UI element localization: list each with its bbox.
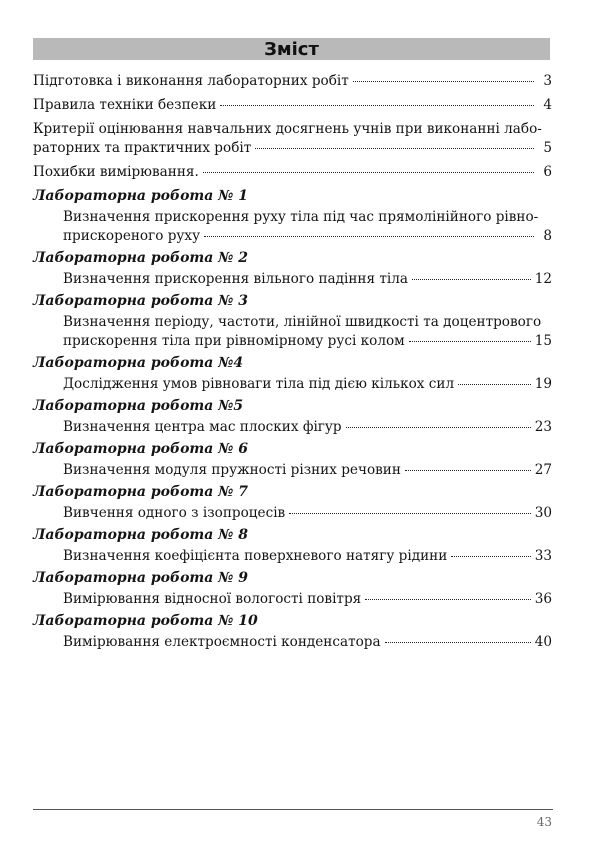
dot-leader: [220, 105, 534, 106]
toc-page-number: 19: [534, 376, 552, 392]
toc-page-number: 23: [534, 419, 552, 435]
toc-page-number: 3: [543, 73, 552, 89]
toc-page-number: 12: [534, 271, 552, 287]
toc-entry-text: Визначення прискорення руху тіла під час прямолінійного рівно-: [63, 209, 539, 225]
dot-leader: [346, 427, 531, 428]
lab-heading: Лабораторна робота № 1: [33, 188, 249, 204]
toc-page-number: 40: [534, 634, 552, 650]
toc-entry-line: [33, 332, 552, 351]
toc-entry-line: [33, 418, 552, 437]
toc-entry-line: [33, 547, 552, 566]
toc-entry-line: [33, 208, 552, 227]
toc-entry-text: прискореного руху: [63, 228, 201, 244]
lab-heading: Лабораторна робота № 8: [33, 527, 249, 543]
toc-lab-entry[interactable]: [33, 354, 552, 394]
toc-title: Зміст: [264, 38, 319, 60]
toc-entry-text: Визначення коефіцієнта поверхневого натягу рідини: [63, 548, 448, 564]
toc-entry-line: [33, 461, 552, 480]
toc-entry-line: [33, 139, 552, 158]
toc-entry-text: Похибки вимірювання.: [33, 164, 199, 180]
dot-leader: [451, 556, 530, 557]
toc-entry-line: [33, 96, 552, 115]
toc-lab-entry[interactable]: [33, 569, 552, 609]
toc-entry-line: [33, 227, 552, 246]
toc-entry-line: [33, 120, 552, 139]
toc-page-number: 33: [534, 548, 552, 564]
table-of-contents: [33, 72, 552, 654]
lab-heading: Лабораторна робота № 10: [33, 613, 258, 629]
lab-heading: Лабораторна робота № 6: [33, 441, 249, 457]
toc-page-number: 30: [534, 505, 552, 521]
toc-lab-entry[interactable]: [33, 440, 552, 480]
toc-entry[interactable]: [33, 96, 552, 115]
toc-entry-line: [33, 504, 552, 523]
toc-page-number: 15: [534, 333, 552, 349]
footer-divider: [33, 809, 553, 810]
toc-entry-text: прискорення тіла при рівномірному русі колом: [63, 333, 405, 349]
toc-entry-line: [33, 163, 552, 182]
dot-leader: [405, 470, 531, 471]
toc-page-number: 8: [543, 228, 552, 244]
toc-page-number: 27: [534, 462, 552, 478]
toc-entry-text: Визначення періоду, частоти, лінійної швидкості та доцентрового: [63, 314, 542, 330]
toc-entry-text: раторних та практичних робіт: [33, 140, 252, 156]
dot-leader: [458, 384, 531, 385]
toc-lab-entry[interactable]: [33, 187, 552, 246]
dot-leader: [289, 513, 530, 514]
toc-entry-text: Визначення модуля пружності різних речовин: [63, 462, 401, 478]
page-number: 43: [536, 815, 552, 829]
toc-entry-text: Критерії оцінювання навчальних досягнень учнів при виконанні лабо-: [33, 121, 542, 137]
toc-entry[interactable]: [33, 120, 552, 158]
toc-entry-line: [33, 633, 552, 652]
toc-entry-text: Правила техніки безпеки: [33, 97, 217, 113]
dot-leader: [365, 599, 530, 600]
toc-entry-text: Підготовка і виконання лабораторних робіт: [33, 73, 349, 89]
toc-lab-entry[interactable]: [33, 612, 552, 652]
dot-leader: [412, 279, 531, 280]
toc-entry-line: [33, 313, 552, 332]
toc-title-bar: [33, 38, 550, 60]
toc-entry-text: Визначення центра мас плоских фігур: [63, 419, 342, 435]
lab-heading: Лабораторна робота № 3: [33, 293, 249, 309]
toc-entry-text: Вивчення одного з ізопроцесів: [63, 505, 286, 521]
toc-lab-entry[interactable]: [33, 249, 552, 289]
lab-heading: Лабораторна робота № 2: [33, 250, 249, 266]
toc-lab-entry[interactable]: [33, 397, 552, 437]
dot-leader: [204, 236, 534, 237]
lab-heading: Лабораторна робота №5: [33, 398, 244, 414]
dot-leader: [255, 148, 534, 149]
dot-leader: [385, 642, 531, 643]
toc-entry-line: [33, 270, 552, 289]
toc-entry-line: [33, 375, 552, 394]
toc-entry[interactable]: [33, 72, 552, 91]
toc-entry-text: Вимірювання відносної вологості повітря: [63, 591, 362, 607]
toc-page-number: 5: [543, 140, 552, 156]
lab-heading: Лабораторна робота № 7: [33, 484, 249, 500]
toc-lab-entry[interactable]: [33, 526, 552, 566]
toc-page-number: 4: [543, 97, 552, 113]
dot-leader: [409, 341, 531, 342]
toc-entry-text: Дослідження умов рівноваги тіла під дією кількох сил: [63, 376, 455, 392]
toc-page-number: 6: [543, 164, 552, 180]
toc-entry-line: [33, 72, 552, 91]
lab-heading: Лабораторна робота № 9: [33, 570, 249, 586]
toc-entry[interactable]: [33, 163, 552, 182]
dot-leader: [203, 172, 534, 173]
lab-heading: Лабораторна робота №4: [33, 355, 244, 371]
dot-leader: [353, 81, 534, 82]
toc-entry-text: Вимірювання електроємності конденсатора: [63, 634, 381, 650]
toc-entry-text: Визначення прискорення вільного падіння тіла: [63, 271, 408, 287]
toc-lab-entry[interactable]: [33, 483, 552, 523]
toc-page-number: 36: [534, 591, 552, 607]
toc-entry-line: [33, 590, 552, 609]
toc-lab-entry[interactable]: [33, 292, 552, 351]
